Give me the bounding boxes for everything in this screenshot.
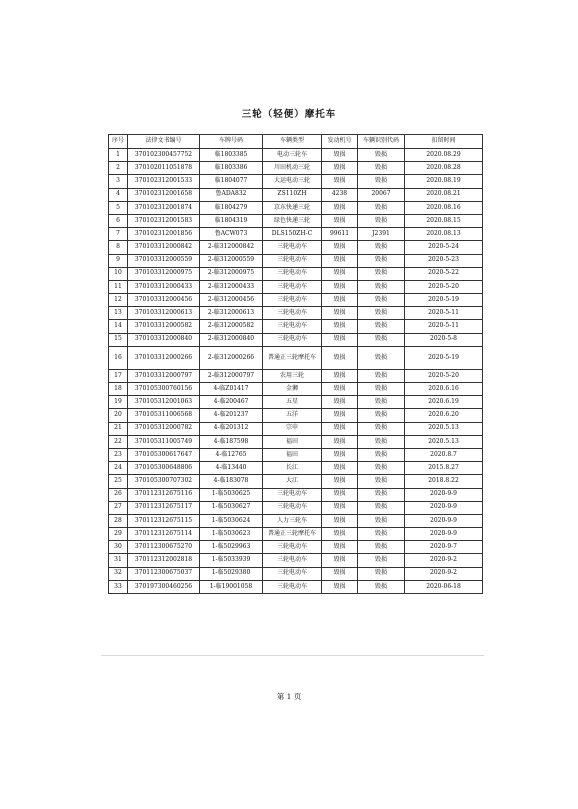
vin-cell: 毁损	[358, 333, 405, 346]
plate-number-cell: 临1804319	[200, 214, 263, 227]
detain-time-cell: 2020-5-20	[405, 369, 483, 382]
vin-cell: 毁损	[358, 162, 405, 175]
header-vin: 车辆识别代码	[358, 135, 405, 149]
vin-cell: 毁损	[358, 294, 405, 307]
row-index-cell: 27	[109, 501, 128, 514]
plate-number-cell: 1-临5029963	[200, 541, 263, 554]
table-row	[109, 409, 483, 422]
document-number-cell: 370103312000975	[128, 267, 200, 280]
vin-cell: 毁损	[358, 422, 405, 435]
detain-time-cell: 2020-5-8	[405, 333, 483, 346]
row-index-cell: 15	[109, 333, 128, 346]
engine-number-cell: 毁损	[322, 488, 358, 501]
row-index-cell: 13	[109, 307, 128, 320]
vehicle-type-cell: 三轮电动车	[263, 267, 322, 280]
plate-number-cell: 临1803385	[200, 149, 263, 162]
plate-number-cell: 4-临187598	[200, 435, 263, 448]
table-row	[109, 280, 483, 293]
vehicle-type-cell: 川田机动三轮	[263, 162, 322, 175]
vehicle-type-cell: 农用三轮	[263, 369, 322, 382]
table-row	[109, 201, 483, 214]
row-index-cell: 32	[109, 567, 128, 580]
plate-number-cell: 2-临312000559	[200, 254, 263, 267]
table-row	[109, 435, 483, 448]
engine-number-cell: 毁损	[322, 567, 358, 580]
vehicle-type-cell: 福田	[263, 435, 322, 448]
vin-cell: 毁损	[358, 149, 405, 162]
engine-number-cell: 毁损	[322, 409, 358, 422]
vin-cell: 毁损	[358, 346, 405, 369]
plate-number-cell: 1-临19001058	[200, 580, 263, 593]
detain-time-cell: 2020.08.15	[405, 214, 483, 227]
vehicle-type-cell: 宗申	[263, 422, 322, 435]
vehicle-type-cell: 三轮电动车	[263, 320, 322, 333]
document-number-cell: 370105300648806	[128, 462, 200, 475]
row-index-cell: 7	[109, 228, 128, 241]
row-index-cell: 9	[109, 254, 128, 267]
row-index-cell: 16	[109, 346, 128, 369]
row-index-cell: 21	[109, 422, 128, 435]
row-index-cell: 26	[109, 488, 128, 501]
table-row	[109, 320, 483, 333]
row-index-cell: 5	[109, 201, 128, 214]
plate-number-cell: 临1803386	[200, 162, 263, 175]
vehicle-type-cell: 普通正三轮摩托车	[263, 528, 322, 541]
engine-number-cell: 毁损	[322, 280, 358, 293]
document-number-cell: 370103312000266	[128, 346, 200, 369]
header-row	[109, 135, 483, 149]
vin-cell: 毁损	[358, 409, 405, 422]
detain-time-cell: 2020-5-19	[405, 294, 483, 307]
plate-number-cell: 2-临312000797	[200, 369, 263, 382]
vehicle-type-cell: 普通正三轮摩托车	[263, 346, 322, 369]
table-row	[109, 396, 483, 409]
header-detain-time: 扣留时间	[405, 135, 483, 149]
row-index-cell: 1	[109, 149, 128, 162]
table-row	[109, 554, 483, 567]
vehicle-type-cell: 大江	[263, 475, 322, 488]
row-index-cell: 11	[109, 280, 128, 293]
plate-number-cell: 4-临Z01417	[200, 383, 263, 396]
document-number-cell: 370103312000433	[128, 280, 200, 293]
document-number-cell: 370197300460256	[128, 580, 200, 593]
detain-time-cell: 2020.5.13	[405, 435, 483, 448]
vin-cell: 毁损	[358, 567, 405, 580]
engine-number-cell: 毁损	[322, 333, 358, 346]
vin-cell: 毁损	[358, 214, 405, 227]
engine-number-cell: 毁损	[322, 320, 358, 333]
detain-time-cell: 2020-5-23	[405, 254, 483, 267]
document-number-cell: 370105300617647	[128, 448, 200, 461]
engine-number-cell: 毁损	[322, 201, 358, 214]
plate-number-cell: 2-临312000975	[200, 267, 263, 280]
table-row	[109, 294, 483, 307]
detain-time-cell: 2020.8.7	[405, 448, 483, 461]
plate-number-cell: 4-临183078	[200, 475, 263, 488]
document-number-cell: 370112300675037	[128, 567, 200, 580]
detain-time-cell: 2020.08.13	[405, 228, 483, 241]
engine-number-cell: 毁损	[322, 254, 358, 267]
plate-number-cell: 4-临200467	[200, 396, 263, 409]
plate-number-cell: 2-临312000433	[200, 280, 263, 293]
row-index-cell: 3	[109, 175, 128, 188]
engine-number-cell: 毁损	[322, 149, 358, 162]
document-number-cell: 370105300707302	[128, 475, 200, 488]
vin-cell: 毁损	[358, 462, 405, 475]
detain-time-cell: 2020-9-9	[405, 488, 483, 501]
table-row	[109, 514, 483, 527]
engine-number-cell: 99611	[322, 228, 358, 241]
document-number-cell: 370102312001583	[128, 214, 200, 227]
table-row	[109, 346, 483, 369]
engine-number-cell: 毁损	[322, 294, 358, 307]
vin-cell: 毁损	[358, 541, 405, 554]
header-index: 序号	[109, 135, 128, 149]
engine-number-cell: 毁损	[322, 448, 358, 461]
vin-cell: 毁损	[358, 267, 405, 280]
vehicle-type-cell: 三轮电动车	[263, 254, 322, 267]
row-index-cell: 31	[109, 554, 128, 567]
plate-number-cell: 2-临312000582	[200, 320, 263, 333]
engine-number-cell: 毁损	[322, 267, 358, 280]
plate-number-cell: 4-临13440	[200, 462, 263, 475]
detain-time-cell: 2020.08.28	[405, 162, 483, 175]
engine-number-cell: 毁损	[322, 241, 358, 254]
vehicle-type-cell: 五星	[263, 396, 322, 409]
plate-number-cell: 1-临5029380	[200, 567, 263, 580]
detain-time-cell: 2020.08.21	[405, 188, 483, 201]
detain-time-cell: 2020-5-24	[405, 241, 483, 254]
detain-time-cell: 2020-5-19	[405, 346, 483, 369]
document-number-cell: 370102300457752	[128, 149, 200, 162]
detain-time-cell: 2020-5-11	[405, 320, 483, 333]
row-index-cell: 33	[109, 580, 128, 593]
row-index-cell: 25	[109, 475, 128, 488]
plate-number-cell: 1-临5030627	[200, 501, 263, 514]
plate-number-cell: 1-临5030625	[200, 488, 263, 501]
table-body	[109, 149, 483, 594]
engine-number-cell: 毁损	[322, 462, 358, 475]
document-number-cell: 370112312675115	[128, 514, 200, 527]
row-index-cell: 19	[109, 396, 128, 409]
detain-time-cell: 2020-5-22	[405, 267, 483, 280]
plate-number-cell: 鲁ACW073	[200, 228, 263, 241]
engine-number-cell: 毁损	[322, 396, 358, 409]
vin-cell: 20067	[358, 188, 405, 201]
detain-time-cell: 2018.8.22	[405, 475, 483, 488]
detain-time-cell: 2020.08.29	[405, 149, 483, 162]
table-row	[109, 383, 483, 396]
vehicle-type-cell: 三轮电动车	[263, 567, 322, 580]
vehicle-type-cell: 三轮电动车	[263, 280, 322, 293]
vehicle-type-cell: ZS110ZH	[263, 188, 322, 201]
vin-cell: 毁损	[358, 448, 405, 461]
table-title: 三轮（轻便）摩托车	[241, 109, 337, 120]
document-number-cell: 370103312000582	[128, 320, 200, 333]
vin-cell: 毁损	[358, 435, 405, 448]
vin-cell: 毁损	[358, 201, 405, 214]
detain-time-cell: 2020-9-9	[405, 501, 483, 514]
row-index-cell: 29	[109, 528, 128, 541]
plate-number-cell: 1-临5030623	[200, 528, 263, 541]
document-number-cell: 370112312675116	[128, 488, 200, 501]
vin-cell: 毁损	[358, 488, 405, 501]
table-row	[109, 488, 483, 501]
row-index-cell: 28	[109, 514, 128, 527]
detain-time-cell: 2020.6.16	[405, 383, 483, 396]
vehicle-type-cell: 三轮电动车	[263, 554, 322, 567]
page-number: 第 1 页	[276, 692, 302, 701]
plate-number-cell: 1-临5030624	[200, 514, 263, 527]
row-index-cell: 23	[109, 448, 128, 461]
table-row	[109, 333, 483, 346]
document-number-cell: 370112312002818	[128, 554, 200, 567]
document-number-cell: 370103312000613	[128, 307, 200, 320]
engine-number-cell: 毁损	[322, 162, 358, 175]
vehicle-type-cell: 三轮电动车	[263, 294, 322, 307]
plate-number-cell: 2-临312000840	[200, 333, 263, 346]
vin-cell: 毁损	[358, 254, 405, 267]
row-index-cell: 22	[109, 435, 128, 448]
row-index-cell: 24	[109, 462, 128, 475]
table-row	[109, 228, 483, 241]
document-number-cell: 370105311005749	[128, 435, 200, 448]
vehicle-type-cell: 长江	[263, 462, 322, 475]
engine-number-cell: 毁损	[322, 541, 358, 554]
vin-cell: 毁损	[358, 528, 405, 541]
engine-number-cell: 毁损	[322, 175, 358, 188]
plate-number-cell: 2-临312000456	[200, 294, 263, 307]
engine-number-cell: 毁损	[322, 554, 358, 567]
vehicle-type-cell: 三轮电动车	[263, 333, 322, 346]
row-index-cell: 20	[109, 409, 128, 422]
vehicle-type-cell: 大运电动三轮	[263, 175, 322, 188]
vin-cell: 毁损	[358, 383, 405, 396]
vehicle-type-cell: 三轮电动车	[263, 541, 322, 554]
detain-time-cell: 2020.08.19	[405, 175, 483, 188]
table-row	[109, 369, 483, 382]
detain-time-cell: 2020.6.19	[405, 396, 483, 409]
document-number-cell: 370102312001658	[128, 188, 200, 201]
detain-time-cell: 2015.8.27	[405, 462, 483, 475]
vehicle-type-cell: 京东快递三轮	[263, 201, 322, 214]
table-row	[109, 475, 483, 488]
engine-number-cell: 毁损	[322, 346, 358, 369]
vin-cell: 毁损	[358, 369, 405, 382]
detain-time-cell: 2020.08.16	[405, 201, 483, 214]
vehicle-type-cell: 电动三轮车	[263, 149, 322, 162]
table-row	[109, 241, 483, 254]
row-index-cell: 2	[109, 162, 128, 175]
table-row	[109, 528, 483, 541]
detain-time-cell: 2020-9-2	[405, 554, 483, 567]
detain-time-cell: 2020-9-7	[405, 541, 483, 554]
engine-number-cell: 毁损	[322, 435, 358, 448]
vin-cell: J2391	[358, 228, 405, 241]
plate-number-cell: 4-临12765	[200, 448, 263, 461]
engine-number-cell: 毁损	[322, 214, 358, 227]
vin-cell: 毁损	[358, 514, 405, 527]
engine-number-cell: 毁损	[322, 501, 358, 514]
table-row	[109, 567, 483, 580]
table-row	[109, 188, 483, 201]
engine-number-cell: 毁损	[322, 475, 358, 488]
detain-time-cell: 2020-9-2	[405, 567, 483, 580]
document-number-cell: 370103312000559	[128, 254, 200, 267]
vehicle-type-cell: 三轮电动车	[263, 580, 322, 593]
row-index-cell: 14	[109, 320, 128, 333]
document-number-cell: 370102312001533	[128, 175, 200, 188]
vin-cell: 毁损	[358, 554, 405, 567]
document-number-cell: 370102011051878	[128, 162, 200, 175]
table-row	[109, 175, 483, 188]
header-vehicle-type: 车辆类型	[263, 135, 322, 149]
header-engine-number: 发动机号	[322, 135, 358, 149]
row-index-cell: 8	[109, 241, 128, 254]
row-index-cell: 10	[109, 267, 128, 280]
vehicle-type-cell: 人力三轮车	[263, 514, 322, 527]
detain-time-cell: 2020.6.20	[405, 409, 483, 422]
table-row	[109, 307, 483, 320]
detain-time-cell: 2020-9-9	[405, 528, 483, 541]
plate-number-cell: 鲁ADA832	[200, 188, 263, 201]
table-row	[109, 149, 483, 162]
vin-cell: 毁损	[358, 501, 405, 514]
engine-number-cell: 毁损	[322, 514, 358, 527]
plate-number-cell: 2-临312000842	[200, 241, 263, 254]
table-row	[109, 462, 483, 475]
table-row	[109, 214, 483, 227]
table-row	[109, 541, 483, 554]
vin-cell: 毁损	[358, 320, 405, 333]
engine-number-cell: 毁损	[322, 383, 358, 396]
vehicle-type-cell: DLS150ZH-C	[263, 228, 322, 241]
table-row	[109, 422, 483, 435]
vehicle-type-cell: 福田	[263, 448, 322, 461]
table-row	[109, 448, 483, 461]
document-number-cell: 370103312000456	[128, 294, 200, 307]
vin-cell: 毁损	[358, 475, 405, 488]
engine-number-cell: 4238	[322, 188, 358, 201]
row-index-cell: 30	[109, 541, 128, 554]
row-index-cell: 18	[109, 383, 128, 396]
plate-number-cell: 2-临312000613	[200, 307, 263, 320]
detain-time-cell: 2020-5-20	[405, 280, 483, 293]
document-number-cell: 370103312000840	[128, 333, 200, 346]
vehicle-table	[108, 134, 483, 594]
document-number-cell: 370112312675114	[128, 528, 200, 541]
vin-cell: 毁损	[358, 580, 405, 593]
engine-number-cell: 毁损	[322, 307, 358, 320]
document-number-cell: 370102312001856	[128, 228, 200, 241]
vin-cell: 毁损	[358, 280, 405, 293]
plate-number-cell: 临1804279	[200, 201, 263, 214]
vehicle-type-cell: 三轮电动车	[263, 307, 322, 320]
detain-time-cell: 2020.5.13	[405, 422, 483, 435]
document-number-cell: 370112312675117	[128, 501, 200, 514]
row-index-cell: 6	[109, 214, 128, 227]
page-divider	[101, 655, 484, 656]
document-number-cell: 370105300760156	[128, 383, 200, 396]
engine-number-cell: 毁损	[322, 422, 358, 435]
row-index-cell: 17	[109, 369, 128, 382]
table-row	[109, 254, 483, 267]
detain-time-cell: 2020-06-18	[405, 580, 483, 593]
vehicle-type-cell: 五洋	[263, 409, 322, 422]
document-number-cell: 370105311006568	[128, 409, 200, 422]
document-number-cell: 370102312001874	[128, 201, 200, 214]
vehicle-type-cell: 三轮电动车	[263, 488, 322, 501]
table-row	[109, 162, 483, 175]
plate-number-cell: 1-临5033939	[200, 554, 263, 567]
vehicle-type-cell: 金狮	[263, 383, 322, 396]
engine-number-cell: 毁损	[322, 580, 358, 593]
vin-cell: 毁损	[358, 175, 405, 188]
vehicle-type-cell: 三轮电动车	[263, 241, 322, 254]
document-number-cell: 370105312001063	[128, 396, 200, 409]
document-number-cell: 370105312000782	[128, 422, 200, 435]
vin-cell: 毁损	[358, 241, 405, 254]
plate-number-cell: 2-临312000266	[200, 346, 263, 369]
table-row	[109, 501, 483, 514]
plate-number-cell: 4-临201312	[200, 422, 263, 435]
row-index-cell: 4	[109, 188, 128, 201]
row-index-cell: 12	[109, 294, 128, 307]
plate-number-cell: 4-临201237	[200, 409, 263, 422]
table-row	[109, 267, 483, 280]
plate-number-cell: 临1804077	[200, 175, 263, 188]
document-number-cell: 370112300675270	[128, 541, 200, 554]
vin-cell: 毁损	[358, 396, 405, 409]
vin-cell: 毁损	[358, 307, 405, 320]
detain-time-cell: 2020-9-9	[405, 514, 483, 527]
table-row	[109, 580, 483, 593]
engine-number-cell: 毁损	[322, 369, 358, 382]
engine-number-cell: 毁损	[322, 528, 358, 541]
header-plate-number: 车牌号码	[200, 135, 263, 149]
vehicle-type-cell: 三轮电动车	[263, 501, 322, 514]
header-document-number: 法律文书编号	[128, 135, 200, 149]
vehicle-type-cell: 绿色快递三轮	[263, 214, 322, 227]
detain-time-cell: 2020-5-11	[405, 307, 483, 320]
document-number-cell: 370103312000797	[128, 369, 200, 382]
document-number-cell: 370103312000842	[128, 241, 200, 254]
